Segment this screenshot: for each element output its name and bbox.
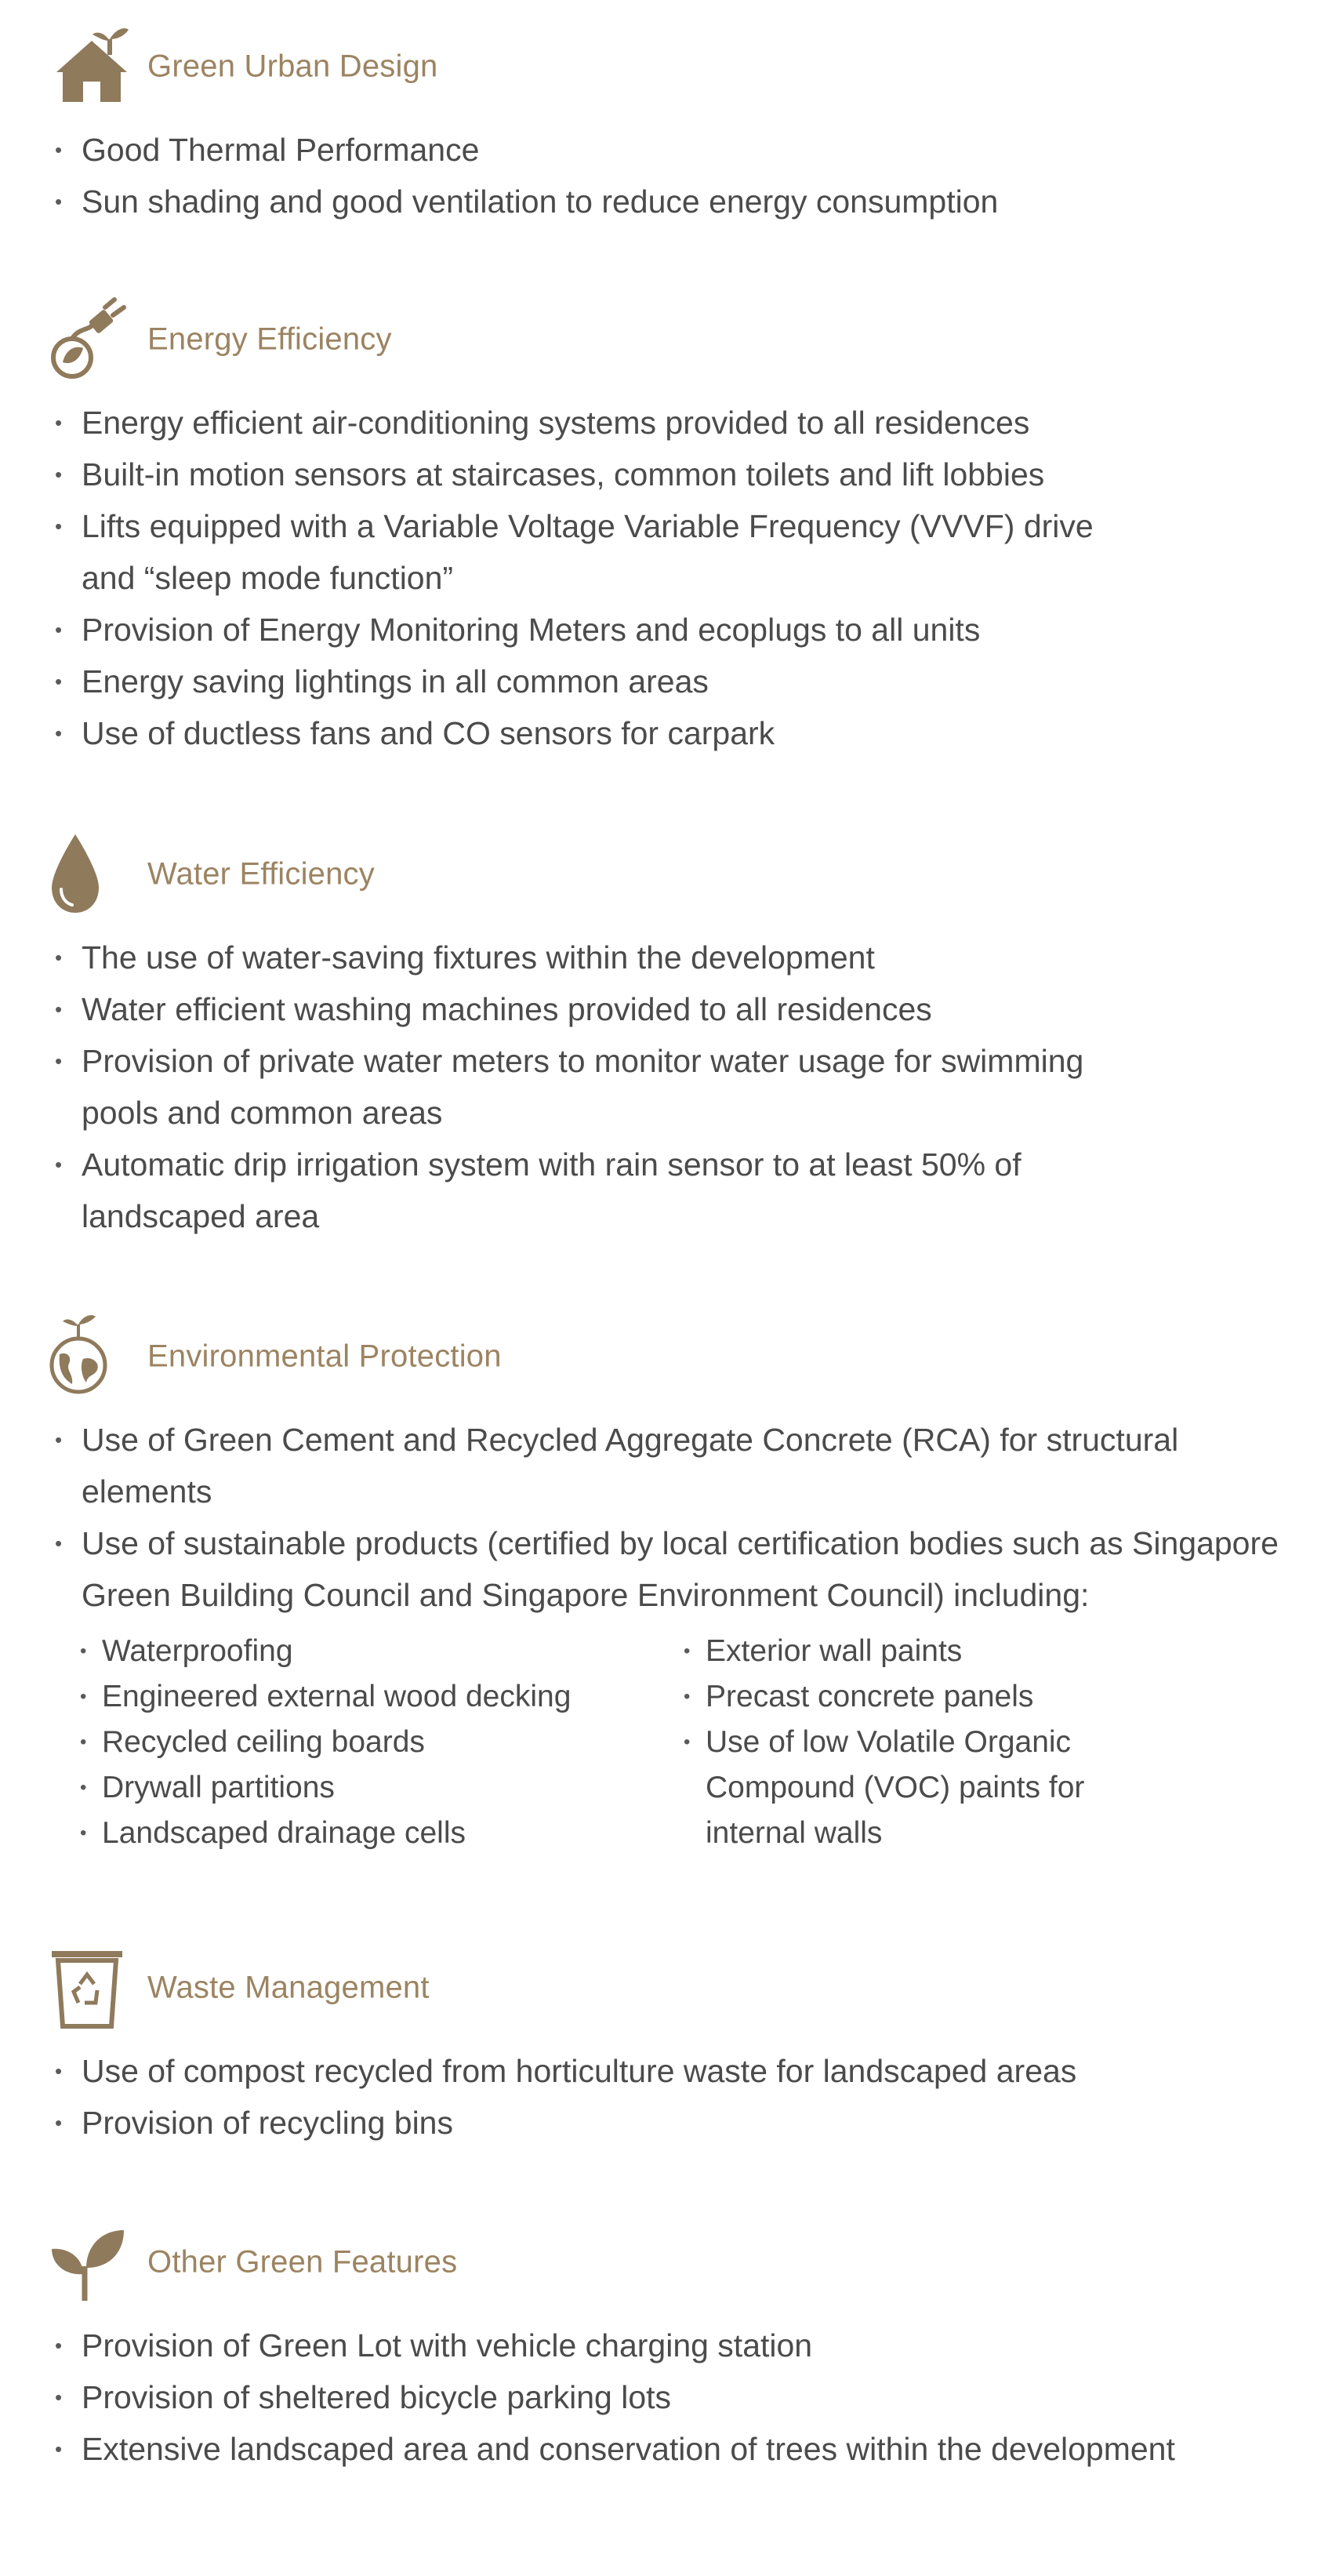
section-title: Waste Management: [147, 1970, 430, 2005]
section-header: [49, 1945, 1303, 2031]
section-green-urban-design: [49, 24, 1303, 227]
list-item: • Water efficient washing machines provided to all residences: [49, 983, 1303, 1035]
water-drop-icon: [49, 831, 135, 917]
section-header: [49, 296, 1303, 383]
section-other-green-features: [49, 2219, 1303, 2475]
sub-list-item: • Drywall partitions: [75, 1765, 671, 1811]
list-item: • Energy saving lightings in all common areas: [49, 656, 1303, 707]
list-item: • Sun shading and good ventilation to reduce energy consumption: [49, 176, 1303, 227]
section-title: Water Efficiency: [147, 856, 375, 892]
bullet-list: [49, 2045, 1303, 2149]
list-item: • Automatic drip irrigation system with rain sensor to at least 50% of landscaped area: [49, 1139, 1101, 1242]
section-header: [49, 2219, 1303, 2305]
house-leaf-icon: [49, 24, 135, 110]
list-item: • Use of sustainable products (certified by local certification bodies such as Singapore Green Building Council and Singapore Environment Council) including:: [49, 1517, 1312, 1621]
section-header: [49, 831, 1303, 917]
list-item: • Built-in motion sensors at staircases, common toilets and lift lobbies: [49, 449, 1303, 500]
section-water-efficiency: [49, 831, 1303, 1242]
sub-list-item: • Waterproofing: [75, 1629, 671, 1674]
list-item: • The use of water-saving fixtures within the development: [49, 932, 1303, 983]
bullet-list: [49, 932, 1303, 1242]
sub-list: [75, 1629, 671, 1856]
section-waste-management: [49, 1945, 1303, 2149]
list-item: • Use of Green Cement and Recycled Aggregate Concrete (RCA) for structural elements: [49, 1414, 1210, 1517]
list-item: • Provision of recycling bins: [49, 2097, 1303, 2149]
bullet-list: [49, 1414, 1303, 1621]
sub-list-item: • Precast concrete panels: [679, 1674, 1243, 1720]
sub-list: [679, 1629, 1243, 1856]
recycle-bin-icon: [49, 1945, 135, 2031]
globe-leaf-icon: [49, 1313, 135, 1400]
section-header: [49, 24, 1303, 110]
sub-list-item: • Engineered external wood decking: [75, 1674, 671, 1720]
list-item: • Provision of sheltered bicycle parking lots: [49, 2371, 1303, 2423]
list-item: • Good Thermal Performance: [49, 124, 1303, 176]
section-environmental-protection: [49, 1313, 1303, 1850]
bullet-list: [49, 124, 1303, 227]
plug-leaf-icon: [49, 296, 135, 383]
sub-list-item: • Landscaped drainage cells: [75, 1811, 671, 1856]
list-item: • Extensive landscaped area and conservation of trees within the development: [49, 2423, 1303, 2475]
list-item: • Use of compost recycled from horticulture waste for landscaped areas: [49, 2045, 1303, 2097]
list-item: • Energy efficient air-conditioning systems provided to all residences: [49, 397, 1303, 449]
section-title: Green Urban Design: [147, 49, 438, 84]
sub-list-item: • Use of low Volatile Organic Compound (VOC) paints for internal walls: [679, 1720, 1145, 1856]
section-header: [49, 1313, 1303, 1400]
section-title: Environmental Protection: [147, 1339, 502, 1374]
section-title: Energy Efficiency: [147, 322, 392, 357]
sub-list-item: • Exterior wall paints: [679, 1629, 1243, 1674]
list-item: • Provision of private water meters to monitor water usage for swimming pools and common areas: [49, 1035, 1148, 1139]
section-title: Other Green Features: [147, 2244, 458, 2280]
list-item: • Use of ductless fans and CO sensors for carpark: [49, 707, 1303, 759]
sprout-icon: [49, 2219, 135, 2305]
products-column-left: [75, 1629, 671, 1856]
bullet-list: [49, 397, 1303, 759]
list-item: • Provision of Green Lot with vehicle charging station: [49, 2320, 1303, 2371]
list-item: • Lifts equipped with a Variable Voltage Variable Frequency (VVVF) drive and “sleep mode function”: [49, 500, 1132, 604]
products-column-right: [679, 1629, 1243, 1856]
section-energy-efficiency: [49, 296, 1303, 759]
list-item: • Provision of Energy Monitoring Meters and ecoplugs to all units: [49, 604, 1303, 656]
sub-list-item: • Recycled ceiling boards: [75, 1720, 671, 1765]
bullet-list: [49, 2320, 1303, 2475]
